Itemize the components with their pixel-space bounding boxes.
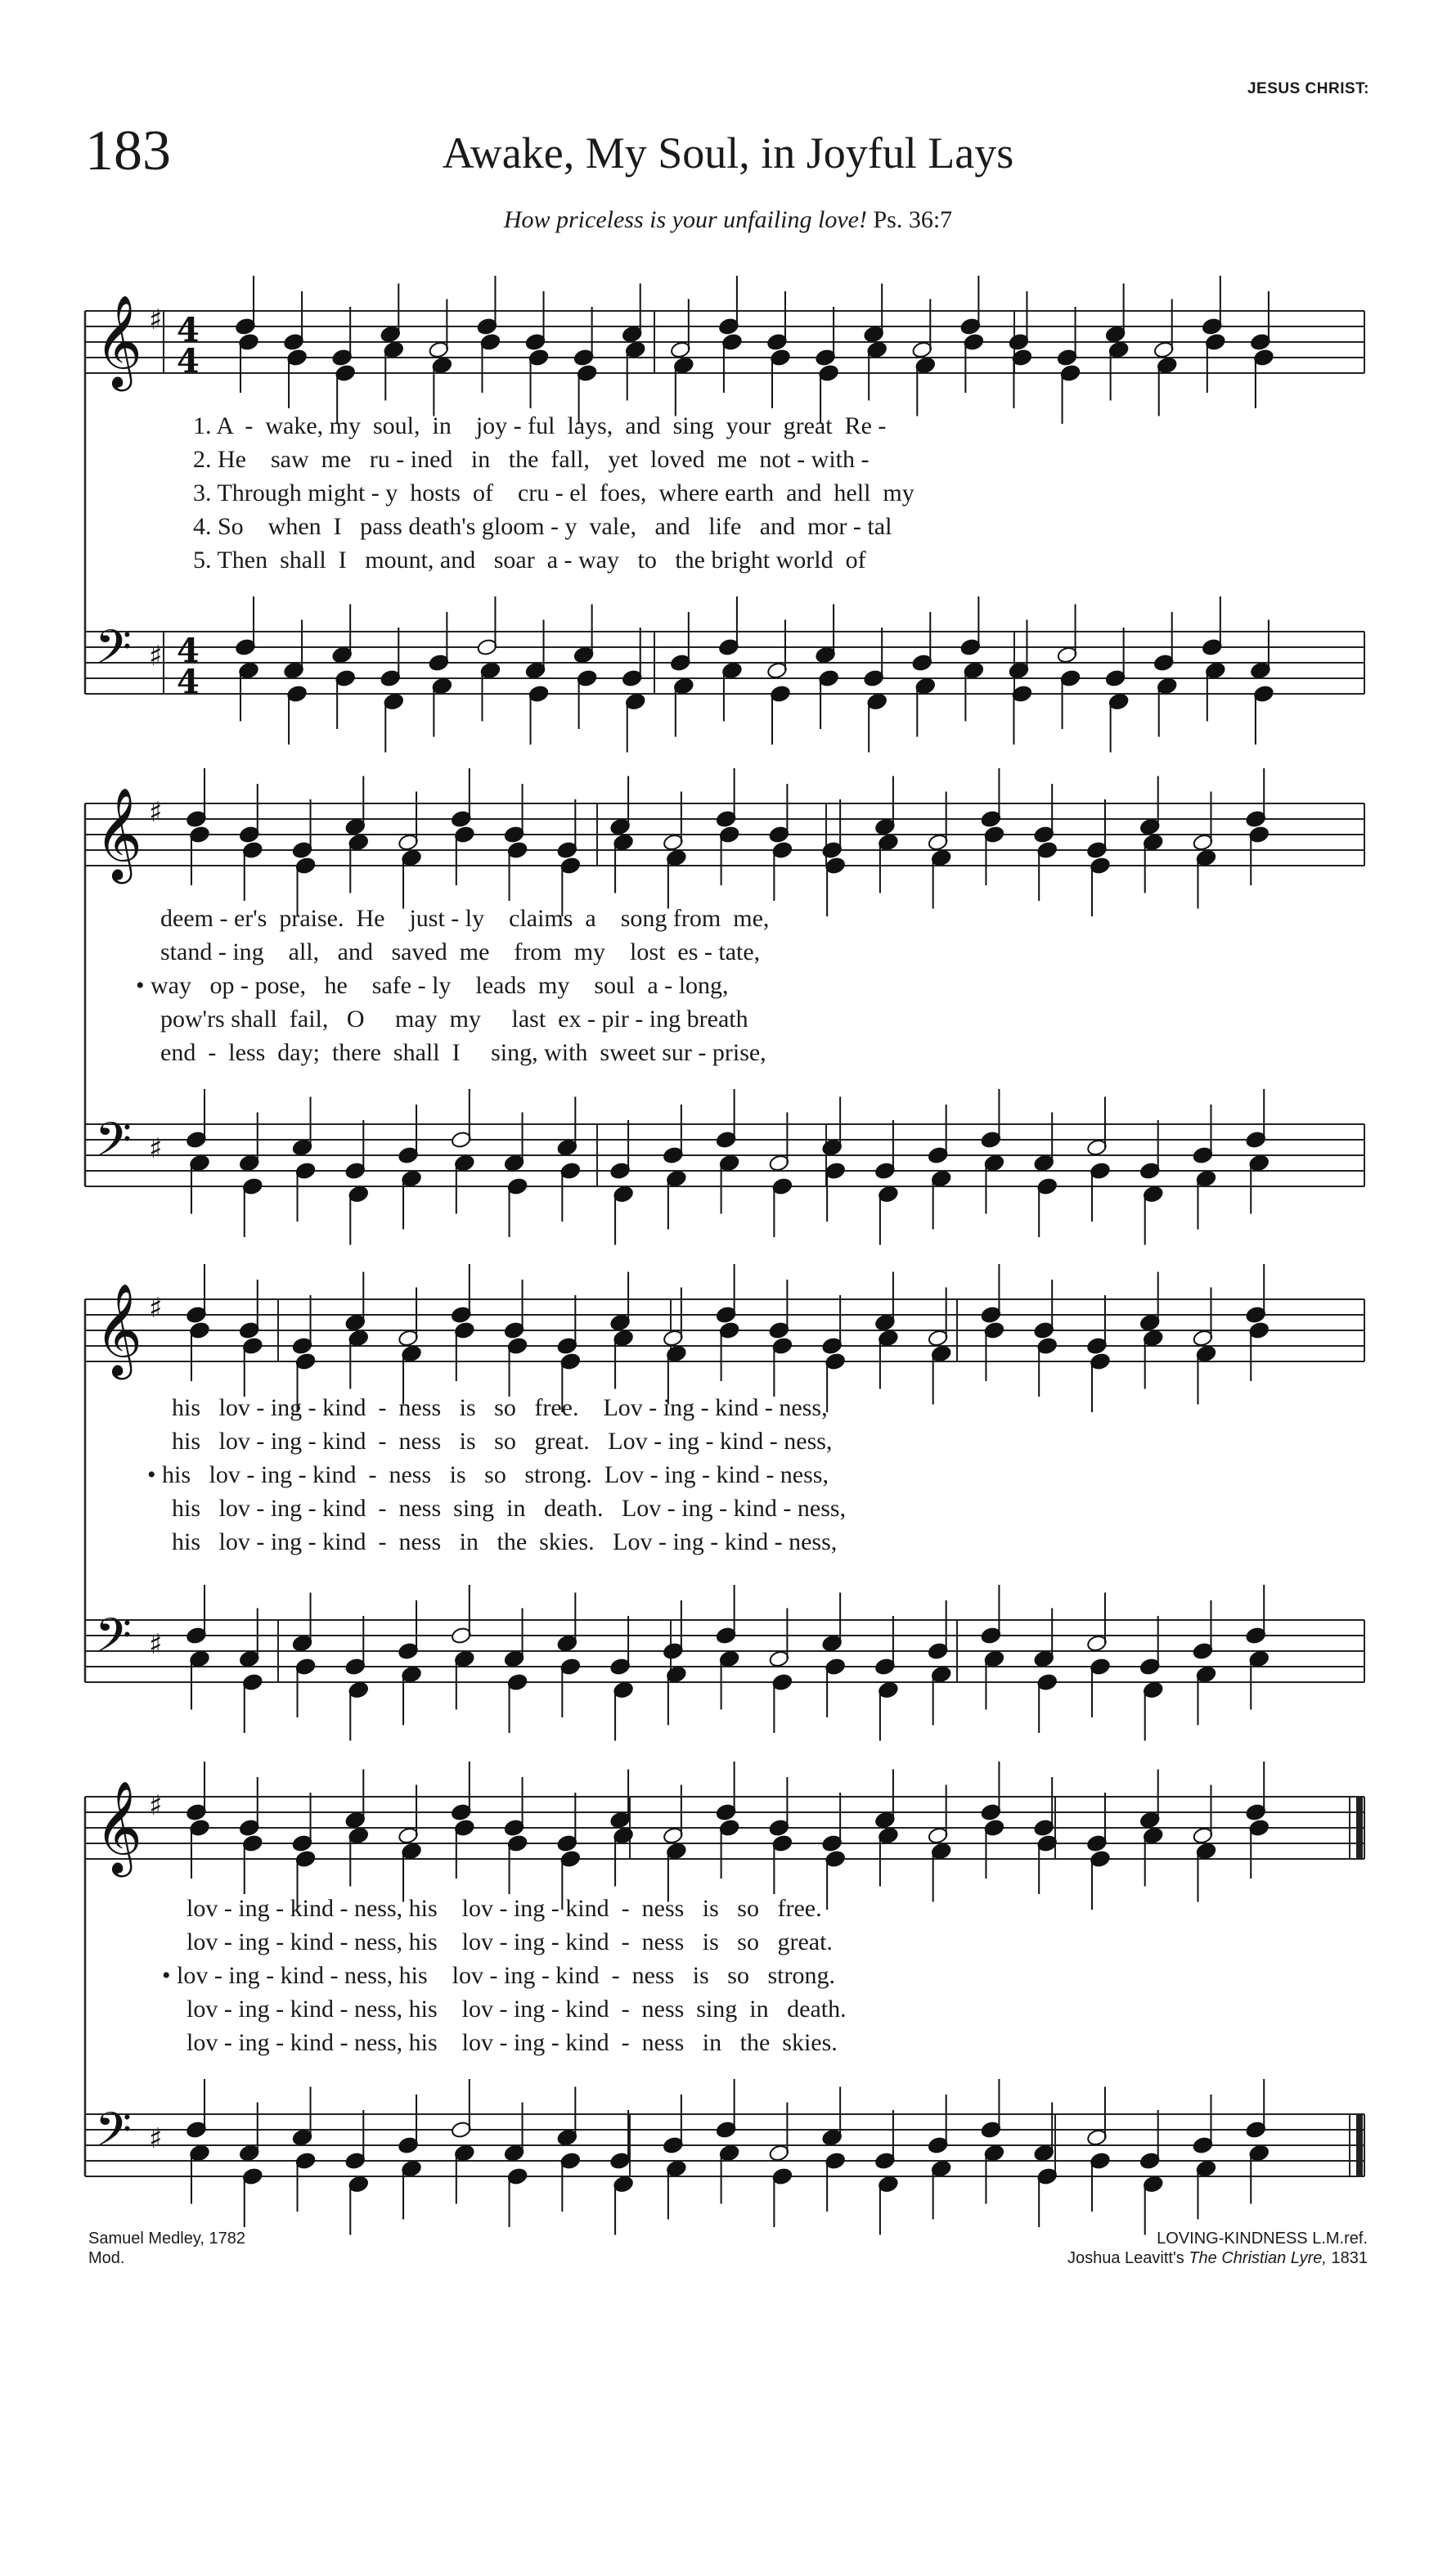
final-barline <box>1356 1797 1363 1859</box>
hymn-number: 183 <box>85 119 171 182</box>
lyric-line: 3. Through might - y hosts of cru - el foes, where earth and hell my <box>193 479 914 506</box>
epigraph-quote: How priceless is your unfailing love! <box>503 206 867 233</box>
tune-name: LOVING-KINDNESS L.M.ref. <box>1157 2230 1368 2248</box>
treble-clef-icon: 𝄞 <box>95 1283 142 1376</box>
author-note: Mod. <box>88 2249 125 2267</box>
bass-clef-icon: 𝄢 <box>95 1112 133 1179</box>
section-label: JESUS CHRIST: <box>1247 80 1369 97</box>
source-prefix: Joshua Leavitt's <box>1067 2249 1189 2267</box>
source-year: 1831 <box>1326 2249 1368 2267</box>
lyric-line: 5. Then shall I mount, and soar a - way to the bright world of <box>193 547 866 574</box>
final-barline <box>1356 2114 1363 2176</box>
sharp-icon: ♯ <box>149 2122 163 2155</box>
tune-credit <box>1067 2229 1368 2268</box>
lyric-line: his lov - ing - kind - ness is so great. Lov - ing - kind - ness, <box>172 1428 833 1455</box>
bass-clef-icon: 𝄢 <box>95 619 133 686</box>
tune-source <box>1067 2248 1368 2268</box>
lyric-line: lov - ing - kind - ness, his lov - ing - kind - ness is so great. <box>186 1928 833 1955</box>
lyric-line: • way op - pose, he safe - ly leads my soul a - long, <box>136 972 729 999</box>
lyric-line: • his lov - ing - kind - ness is so strong. Lov - ing - kind - ness, <box>147 1461 829 1488</box>
lyric-line: lov - ing - kind - ness, his lov - ing - kind - ness sing in death. <box>186 1996 847 2023</box>
sharp-icon: ♯ <box>149 796 163 829</box>
sharp-icon: ♯ <box>149 1789 163 1822</box>
sharp-icon: ♯ <box>149 1132 163 1165</box>
sharp-icon: ♯ <box>149 640 163 673</box>
lyric-line: 1. A - wake, my soul, in joy - ful lays, and sing your great Re - <box>193 412 887 439</box>
lyric-line: 4. So when I pass death's gloom - y vale, and life and mor - tal <box>193 513 892 540</box>
treble-clef-icon: 𝄞 <box>95 787 142 880</box>
lyric-line: his lov - ing - kind - ness is so free. Lov - ing - kind - ness, <box>172 1394 828 1421</box>
lyric-line: deem - er's praise. He just - ly claims a song from me, <box>160 905 770 932</box>
bass-clef-icon: 𝄢 <box>95 2102 133 2169</box>
author-credit <box>88 2229 245 2268</box>
lyric-line: 2. He saw me ru - ined in the fall, yet loved me not - with - <box>193 446 870 473</box>
treble-clef-icon: 𝄞 <box>95 1780 142 1874</box>
time-signature: 4 <box>177 311 200 349</box>
epigraph-reference: Ps. 36:7 <box>873 206 953 233</box>
lyric-line: end - less day; there shall I sing, with sweet sur - prise, <box>160 1039 766 1066</box>
lyric-line: • lov - ing - kind - ness, his lov - ing - kind - ness is so strong. <box>162 1962 835 1989</box>
lyric-line: his lov - ing - kind - ness sing in death. Lov - ing - kind - ness, <box>172 1495 847 1522</box>
time-signature: 4 <box>177 342 200 380</box>
lyric-line: lov - ing - kind - ness, his lov - ing - kind - ness in the skies. <box>186 2029 838 2056</box>
author-name: Samuel Medley, 1782 <box>88 2230 245 2248</box>
source-title: The Christian Lyre, <box>1189 2249 1327 2267</box>
sharp-icon: ♯ <box>149 1292 163 1325</box>
treble-clef-icon: 𝄞 <box>95 295 142 388</box>
sharp-icon: ♯ <box>149 304 163 336</box>
lyric-line: lov - ing - kind - ness, his lov - ing - kind - ness is so free. <box>186 1895 822 1922</box>
lyric-line: stand - ing all, and saved me from my lost es - tate, <box>160 938 761 965</box>
hymn-title: Awake, My Soul, in Joyful Lays <box>442 128 1014 178</box>
sharp-icon: ♯ <box>149 1628 163 1661</box>
time-signature: 4 <box>177 632 200 670</box>
lyric-line: his lov - ing - kind - ness in the skies. Lov - ing - kind - ness, <box>172 1528 838 1555</box>
time-signature: 4 <box>177 663 200 701</box>
lyric-line: pow'rs shall fail, O may my last ex - pir - ing breath <box>160 1006 748 1033</box>
bass-clef-icon: 𝄢 <box>95 1608 133 1675</box>
